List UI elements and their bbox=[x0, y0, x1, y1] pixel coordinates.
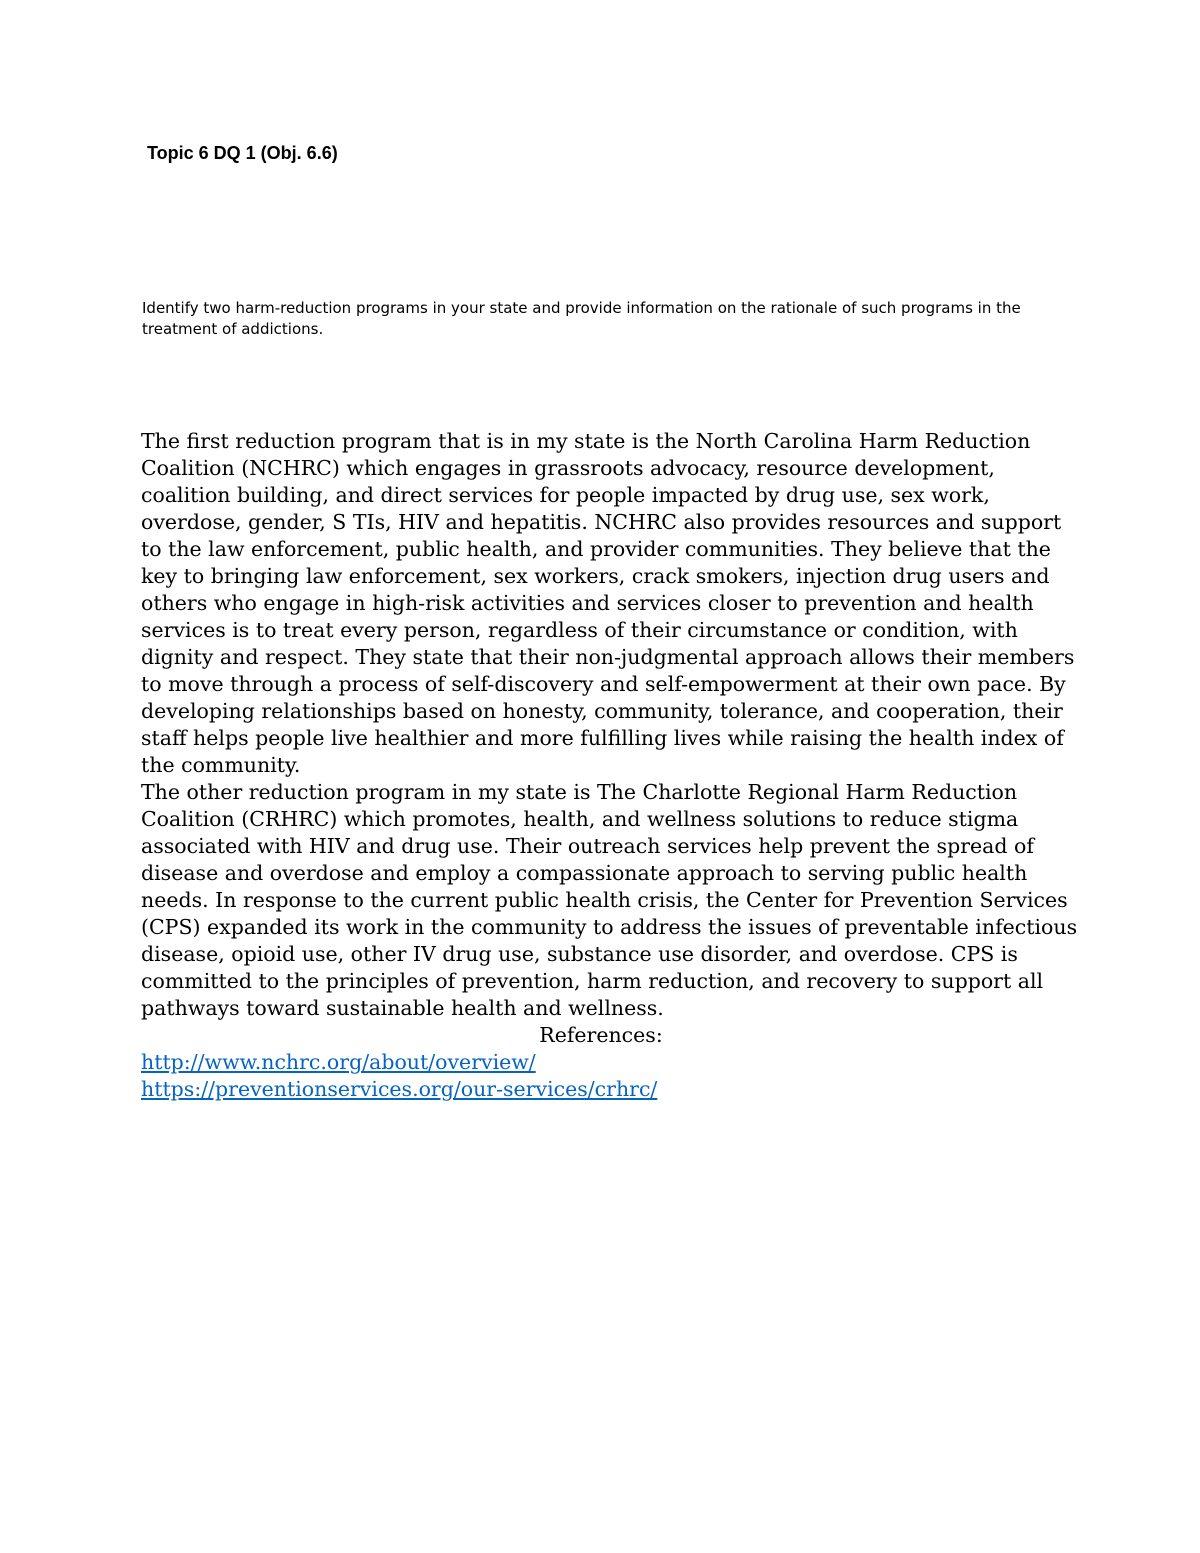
document-body bbox=[141, 428, 1081, 1103]
body-paragraph-nchrc: The first reduction program that is in my state is the North Carolina Harm Reduction Coalition (NCHRC) which engages in grassroots advocacy, resource development, coalition building, and direct services for people impacted by drug use, sex work, overdose, gender, S TIs, HIV and hepatitis. NCHRC also provides resources and support to the law enforcement, public health, and provider communities. They believe that the key to bringing law enforcement, sex workers, crack smokers, injection drug users and others who engage in high-risk activities and services closer to prevention and health services is to treat every person, regardless of their circumstance or condition, with dignity and respect. They state that their non-judgmental approach allows their members to move through a process of self-discovery and self-empowerment at their own pace. By developing relationships based on honesty, community, tolerance, and cooperation, their staff helps people live healthier and more fulfilling lives while raising the health index of the community. bbox=[141, 429, 1075, 777]
discussion-prompt: Identify two harm-reduction programs in your state and provide information on the rationale of such programs in the treatment of addictions. bbox=[142, 299, 1021, 338]
references-heading: References: bbox=[539, 1023, 663, 1047]
reference-link-crhrc[interactable]: https://preventionservices.org/our-services/crhrc/ bbox=[141, 1077, 658, 1101]
body-paragraph-crhrc: The other reduction program in my state is The Charlotte Regional Harm Reduction Coalition (CRHRC) which promotes, health, and wellness solutions to reduce stigma associated with HIV and drug use. Their outreach services help prevent the spread of disease and overdose and employ a compassionate approach to serving public health needs. In response to the current public health crisis, the Center for Prevention Services (CPS) expanded its work in the community to address the issues of preventable infectious disease, opioid use, other IV drug use, substance use disorder, and overdose. CPS is committed to the principles of prevention, harm reduction, and recovery to support all pathways toward sustainable health and wellness. bbox=[141, 780, 1078, 1020]
reference-link-nchrc[interactable]: http://www.nchrc.org/about/overview/ bbox=[141, 1050, 536, 1074]
document-title: Topic 6 DQ 1 (Obj. 6.6) bbox=[147, 143, 338, 163]
